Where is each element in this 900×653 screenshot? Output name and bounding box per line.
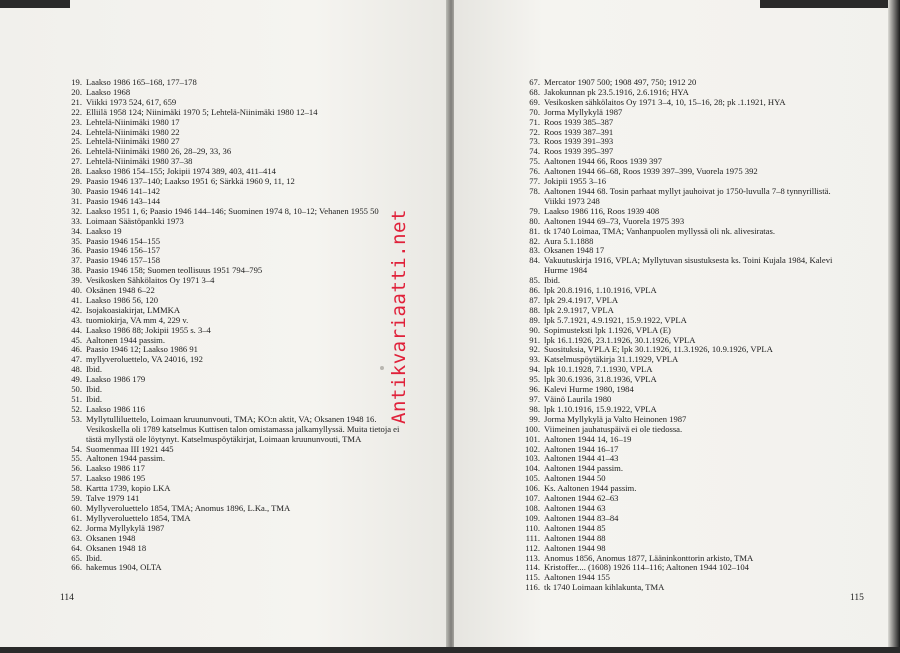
note-number: 65.	[71, 552, 82, 563]
note-number: 104.	[524, 463, 540, 474]
note-number: 87.	[529, 294, 540, 305]
note-text: lpk 1.10.1916, 15.9.1922, VPLA	[544, 403, 657, 414]
note-text: Aaltonen 1944 85	[544, 522, 606, 533]
note-number: 94.	[529, 364, 540, 375]
note-text: Laakso 1986 117	[86, 463, 145, 474]
note-text: lpk 5.7.1921, 4.9.1921, 15.9.1922, VPLA	[544, 314, 687, 325]
note-number: 22.	[71, 106, 82, 117]
note-text: tk 1740 Loimaan kihlakunta, TMA	[544, 582, 665, 593]
note-text: Aaltonen 1944 68. Tosin parhaat myllyt jauhoivat jo 1750-luvulla 7–8 tynnyrillistä. Viikki 1973 248	[544, 185, 831, 206]
note-text: Paasio 1946 158; Suomen teollisuus 1951 794–795	[86, 265, 263, 276]
note-number: 82.	[529, 235, 540, 246]
note-number: 114.	[525, 562, 540, 573]
note-text: Paasio 1946 137–140; Laakso 1951 6; Särkkä 1960 9, 11, 12	[86, 176, 295, 187]
note-number: 39.	[71, 275, 82, 286]
note-text: lpk 2.9.1917, VPLA	[544, 304, 614, 315]
note-number: 88.	[529, 304, 540, 315]
note-item	[514, 544, 854, 554]
note-number: 106.	[524, 483, 540, 494]
note-item	[60, 385, 400, 395]
note-text: Jorma Myllykylä 1987	[86, 522, 165, 533]
note-number: 84.	[529, 255, 540, 266]
note-text: Ks. Aaltonen 1944 passim.	[544, 483, 637, 494]
note-number: 69.	[529, 96, 540, 107]
note-text: Laakso 19	[86, 225, 122, 236]
note-number: 107.	[524, 493, 540, 504]
note-text: Viikki 1973 524, 617, 659	[86, 96, 177, 107]
note-number: 43.	[71, 314, 82, 325]
note-text: hakemus 1904, OLTA	[86, 562, 162, 573]
note-text: tuomiokirja, VA mm 4, 229 v.	[86, 314, 189, 325]
note-number: 33.	[71, 215, 82, 226]
note-text: Ibid.	[86, 394, 102, 404]
note-text: Viimeinen jauhatuspäivä ei ole tiedossa.	[544, 423, 683, 434]
note-text: lpk 20.8.1916, 1.10.1916, VPLA	[544, 285, 657, 296]
note-item	[60, 375, 400, 385]
note-text: Katselmuspöytäkirja 31.1.1929, VPLA	[544, 354, 679, 365]
note-item	[60, 563, 400, 573]
note-text: Mercator 1907 500; 1908 497, 750; 1912 20	[544, 77, 697, 87]
note-text: Laakso 1951 1, 6; Paasio 1946 144–146; Suominen 1974 8, 10–12; Vehanen 1955 50	[86, 205, 379, 216]
note-number: 25.	[71, 136, 82, 147]
note-number: 92.	[529, 344, 540, 355]
note-item	[514, 583, 854, 593]
note-text: Suomenmaa III 1921 445	[86, 443, 174, 454]
note-text: Oksanen 1948	[86, 532, 136, 543]
note-text: Loimaan Säästöpankki 1973	[86, 215, 184, 226]
note-number: 42.	[71, 304, 82, 315]
note-number: 29.	[71, 176, 82, 187]
note-text: Oksanen 1948 18	[86, 542, 147, 553]
note-text: Aaltonen 1944 98	[544, 542, 606, 553]
note-number: 44.	[71, 324, 82, 335]
note-number: 81.	[529, 225, 540, 236]
note-text: Aaltonen 1944 16–17	[544, 443, 619, 454]
note-number: 100.	[524, 423, 540, 434]
note-number: 85.	[529, 275, 540, 286]
note-number: 96.	[529, 384, 540, 395]
note-number: 54.	[71, 443, 82, 454]
note-text: Roos 1939 387–391	[544, 126, 614, 137]
note-number: 79.	[529, 205, 540, 216]
note-text: lpk 30.6.1936, 31.8.1936, VPLA	[544, 374, 657, 385]
note-text: Paasio 1946 156–157	[86, 245, 160, 256]
note-number: 73.	[529, 136, 540, 147]
left-notes-list	[60, 78, 400, 573]
watermark-text: Antikvariaatti.net	[388, 209, 410, 424]
note-number: 110.	[525, 522, 540, 533]
note-text: tk 1740 Loimaa, TMA; Vanhanpuolen myllyssä oli nk. alivesiratas.	[544, 225, 775, 236]
scan-border-top-right	[760, 0, 900, 8]
note-number: 72.	[529, 126, 540, 137]
note-text: Laakso 1968	[86, 86, 131, 97]
note-number: 93.	[529, 354, 540, 365]
note-number: 78.	[529, 185, 540, 196]
note-number: 95.	[529, 374, 540, 385]
note-text: Lehtelä-Niinimäki 1980 26, 28–29, 33, 36	[86, 146, 232, 157]
note-number: 58.	[71, 483, 82, 494]
note-text: Ibid.	[86, 364, 102, 375]
note-number: 47.	[71, 354, 82, 365]
note-text: Laakso 1986 165–168, 177–178	[86, 77, 197, 87]
note-number: 23.	[71, 116, 82, 127]
note-number: 91.	[529, 334, 540, 345]
note-text: Paasio 1946 141–142	[86, 185, 160, 196]
note-text: Suosituksia, VPLA E; lpk 30.1.1926, 11.3.1926, 10.9.1926, VPLA	[544, 344, 773, 355]
note-number: 66.	[71, 562, 82, 573]
note-number: 55.	[71, 453, 82, 464]
note-number: 37.	[71, 255, 82, 266]
note-text: Aaltonen 1944 83–84	[544, 512, 619, 523]
note-number: 101.	[524, 433, 540, 444]
note-number: 46.	[71, 344, 82, 355]
note-text: Jorma Myllykylä ja Valto Heinonen 1987	[544, 413, 687, 424]
note-number: 38.	[71, 265, 82, 276]
note-number: 27.	[71, 156, 82, 167]
note-text: Jorma Myllykylä 1987	[544, 106, 623, 117]
note-number: 105.	[524, 473, 540, 484]
note-number: 103.	[524, 453, 540, 464]
note-text: Laakso 1986 88; Jokipii 1955 s. 3–4	[86, 324, 211, 335]
note-item	[514, 187, 854, 207]
note-text: Kalevi Hurme 1980, 1984	[544, 384, 634, 395]
note-number: 32.	[71, 205, 82, 216]
note-number: 98.	[529, 403, 540, 414]
note-number: 108.	[524, 502, 540, 513]
note-text: Aaltonen 1944 passim.	[86, 453, 166, 464]
note-text: Anomus 1856, Anomus 1877, Lääninkonttorin arkisto, TMA	[544, 552, 754, 563]
note-number: 31.	[71, 195, 82, 206]
note-number: 35.	[71, 235, 82, 246]
note-text: Aaltonen 1944 66, Roos 1939 397	[544, 156, 662, 167]
note-text: Aaltonen 1944 41–43	[544, 453, 619, 464]
note-text: Laakso 1986 195	[86, 473, 146, 484]
note-number: 62.	[71, 522, 82, 533]
note-text: Oksanen 1948 17	[544, 245, 605, 256]
note-number: 26.	[71, 146, 82, 157]
note-number: 67.	[529, 77, 540, 87]
left-page-number: 114	[60, 593, 74, 603]
note-text: Roos 1939 395–397	[544, 146, 614, 157]
note-text: Aaltonen 1944 passim.	[86, 334, 166, 345]
note-number: 76.	[529, 166, 540, 177]
note-number: 80.	[529, 215, 540, 226]
note-item	[60, 415, 400, 445]
note-text: Lehtelä-Niinimäki 1980 22	[86, 126, 180, 137]
note-number: 45.	[71, 334, 82, 345]
note-text: Ibid.	[86, 552, 102, 563]
note-text: lpk 16.1.1926, 23.1.1926, 30.1.1926, VPLA	[544, 334, 696, 345]
note-text: Aaltonen 1944 63	[544, 502, 606, 513]
note-text: Kartta 1739, kopio LKA	[86, 483, 171, 494]
note-text: Paasio 1946 154–155	[86, 235, 160, 246]
note-number: 75.	[529, 156, 540, 167]
note-number: 51.	[71, 394, 82, 404]
note-number: 36.	[71, 245, 82, 256]
note-text: Lehtelä-Niinimäki 1980 37–38	[86, 156, 193, 167]
right-page	[454, 0, 900, 653]
note-text: lpk 29.4.1917, VPLA	[544, 294, 619, 305]
note-text: Myllytulliluettelo, Loimaan kruununvouti, TMA; KO:n aktit, VA; Oksanen 1948 16. Vesikoskella oli 1789 katselmus Kuttisen talon omistamassa jalkamyllyssä. Muita tietoja ei tästä myllystä ole löytynyt. Katselmuspöytäkirjat, Loimaan kruununvouti, TMA	[86, 413, 400, 444]
note-item	[60, 227, 400, 237]
note-text: Laakso 1986 116	[86, 403, 145, 414]
note-text: Väinö Laurila 1980	[544, 394, 612, 404]
note-text: Laakso 1986 179	[86, 374, 146, 385]
note-text: Aura 5.1.1888	[544, 235, 594, 246]
note-text: Aaltonen 1944 155	[544, 572, 610, 583]
paper-speck	[380, 366, 384, 370]
right-page-number: 115	[850, 593, 864, 603]
note-number: 102.	[524, 443, 540, 454]
note-text: Roos 1939 385–387	[544, 116, 614, 127]
note-number: 61.	[71, 512, 82, 523]
note-text: Aaltonen 1944 passim.	[544, 463, 624, 474]
note-number: 56.	[71, 463, 82, 474]
note-text: Kristoffer.... (1608) 1926 114–116; Aaltonen 1944 102–104	[544, 562, 749, 573]
note-text: Laakso 1986 154–155; Jokipii 1974 389, 403, 411–414	[86, 166, 276, 177]
note-number: 50.	[71, 384, 82, 395]
scan-border-right	[888, 0, 900, 653]
note-number: 20.	[71, 86, 82, 97]
note-text: Roos 1939 391–393	[544, 136, 614, 147]
note-number: 112.	[525, 542, 540, 553]
note-text: Myllyveroluettelo 1854, TMA; Anomus 1896, L.Ka., TMA	[86, 502, 291, 513]
note-text: Oksänen 1948 6–22	[86, 285, 155, 296]
note-item	[60, 544, 400, 554]
note-item	[514, 256, 854, 276]
note-text: Paasio 1946 12; Laakso 1986 91	[86, 344, 198, 355]
note-number: 40.	[71, 285, 82, 296]
note-number: 77.	[529, 176, 540, 187]
note-text: Myllyveroluettelo 1854, TMA	[86, 512, 191, 523]
note-text: Ibid.	[86, 384, 102, 395]
note-text: Vakuutuskirja 1916, VPLA; Myllytuvan sisustuksesta ks. Toini Kujala 1984, Kalevi Hurme 1984	[544, 255, 833, 276]
note-text: Vesikosken sähkölaitos Oy 1971 3–4, 10, 15–16, 28; pk .1.1921, HYA	[544, 96, 786, 107]
note-number: 115.	[525, 572, 540, 583]
note-number: 53.	[71, 413, 82, 424]
note-number: 64.	[71, 542, 82, 553]
scan-border-bottom	[0, 647, 900, 653]
note-number: 48.	[71, 364, 82, 375]
note-number: 71.	[529, 116, 540, 127]
note-number: 21.	[71, 96, 82, 107]
note-number: 57.	[71, 473, 82, 484]
note-text: Paasio 1946 143–144	[86, 195, 160, 206]
note-number: 83.	[529, 245, 540, 256]
note-text: lpk 10.1.1928, 7.1.1930, VPLA	[544, 364, 653, 375]
note-number: 60.	[71, 502, 82, 513]
note-text: Vesikosken Sähkölaitos Oy 1971 3–4	[86, 275, 215, 286]
note-number: 30.	[71, 185, 82, 196]
note-text: Sopimusteksti lpk 1.1926, VPLA (E)	[544, 324, 671, 335]
note-number: 113.	[525, 552, 540, 563]
note-number: 49.	[71, 374, 82, 385]
note-text: Laakso 1986 116, Roos 1939 408	[544, 205, 660, 216]
note-number: 89.	[529, 314, 540, 325]
note-text: myllyveroluettelo, VA 24016, 192	[86, 354, 203, 365]
note-text: Aaltonen 1944 62–63	[544, 493, 619, 504]
note-number: 74.	[529, 146, 540, 157]
note-number: 59.	[71, 493, 82, 504]
note-text: Paasio 1946 157–158	[86, 255, 160, 266]
note-text: Elliilä 1958 124; Niinimäki 1970 5; Lehtelä-Niinimäki 1980 12–14	[86, 106, 318, 117]
note-number: 52.	[71, 403, 82, 414]
note-text: Aaltonen 1944 14, 16–19	[544, 433, 632, 444]
note-text: Lehtelä-Niinimäki 1980 27	[86, 136, 180, 147]
note-number: 116.	[525, 582, 540, 593]
note-text: Isojakoasiakirjat, LMMKA	[86, 304, 181, 315]
note-text: Jokipii 1955 3–16	[544, 176, 607, 187]
right-notes-list	[514, 78, 854, 593]
note-number: 109.	[524, 512, 540, 523]
note-text: Talve 1979 141	[86, 493, 140, 504]
note-number: 24.	[71, 126, 82, 137]
note-text: Jakokunnan pk 23.5.1916, 2.6.1916; HYA	[544, 86, 689, 97]
note-number: 68.	[529, 86, 540, 97]
note-text: Aaltonen 1944 50	[544, 473, 606, 484]
note-number: 41.	[71, 294, 82, 305]
note-number: 90.	[529, 324, 540, 335]
note-number: 28.	[71, 166, 82, 177]
note-text: Laakso 1986 56, 120	[86, 294, 159, 305]
left-page	[0, 0, 448, 653]
note-number: 86.	[529, 285, 540, 296]
note-text: Aaltonen 1944 69–73, Vuorela 1975 393	[544, 215, 685, 226]
note-text: Lehtelä-Niinimäki 1980 17	[86, 116, 180, 127]
note-number: 63.	[71, 532, 82, 543]
note-number: 34.	[71, 225, 82, 236]
note-number: 19.	[71, 77, 82, 87]
note-text: Ibid.	[544, 275, 560, 286]
note-item	[60, 355, 400, 365]
note-item	[514, 227, 854, 237]
note-number: 97.	[529, 394, 540, 404]
scan-border-top-left	[0, 0, 70, 8]
note-text: Aaltonen 1944 66–68, Roos 1939 397–399, Vuorela 1975 392	[544, 166, 758, 177]
note-number: 111.	[525, 532, 540, 543]
note-text: Aaltonen 1944 88	[544, 532, 606, 543]
note-number: 70.	[529, 106, 540, 117]
note-number: 99.	[529, 413, 540, 424]
